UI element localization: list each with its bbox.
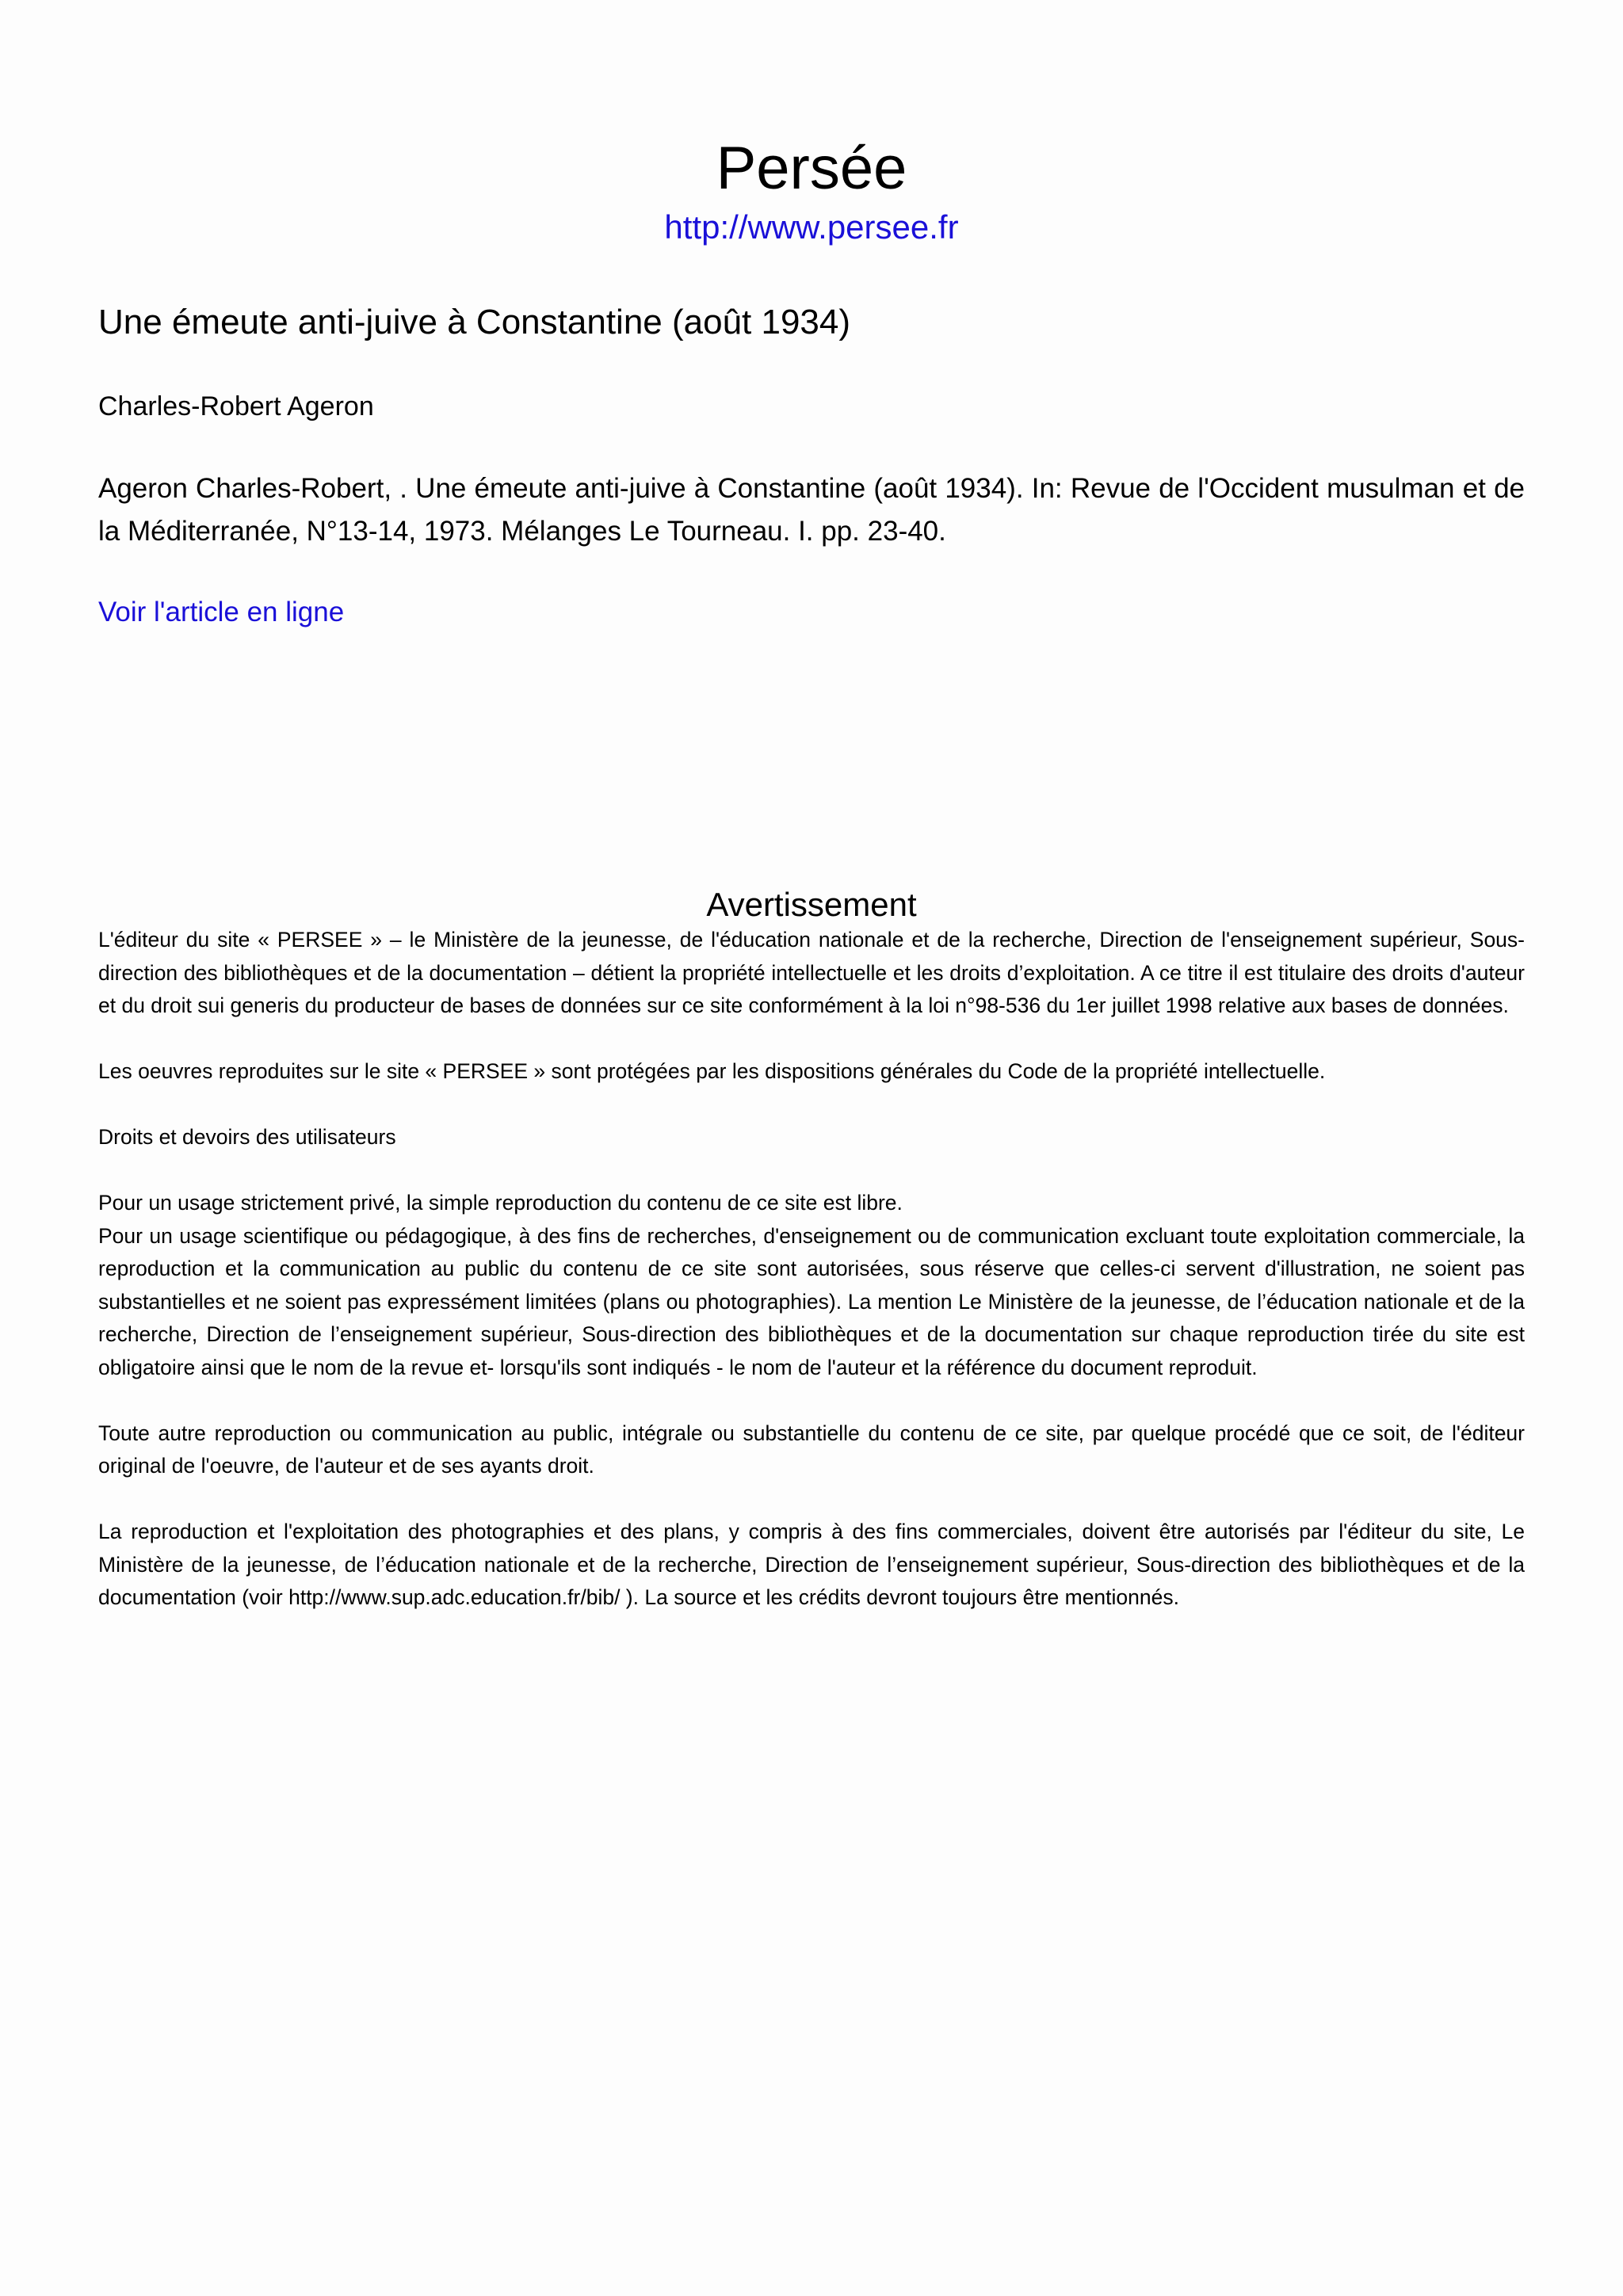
site-url-link[interactable]: http://www.persee.fr bbox=[664, 208, 959, 246]
notice-paragraph-ownership: L'éditeur du site « PERSEE » – le Ministère de la jeunesse, de l'éducation nationale et de la recherche, Direction de l'enseignement supérieur, Sous-direction des bibliothèques et de la documentation – détient la propriété intellectuelle et les droits d’exploitation. A ce titre il est titulaire des droits d'auteur et du droit sui generis du producteur de bases de données sur ce site conformément à la loi n°98-536 du 1er juillet 1998 relative aux bases de données. bbox=[98, 928, 1525, 1017]
article-citation: Ageron Charles-Robert, . Une émeute anti-juive à Constantine (août 1934). In: Revue de l'Occident musulman et de la Méditerranée, N°13-14, 1973. Mélanges Le Tourneau. I. pp. 23-40. bbox=[98, 473, 1525, 547]
notice-body bbox=[98, 924, 1525, 1615]
article-author: Charles-Robert Ageron bbox=[98, 391, 374, 421]
notice-paragraph-photographs: La reproduction et l'exploitation des photographies et des plans, y compris à des fins commerciales, doivent être autorisés par l'éditeur du site, Le Ministère de la jeunesse, de l’éducation nationale et de la recherche, Direction de l’enseignement supérieur, Sous-direction des bibliothèques et de la documentation (voir http://www.sup.adc.education.fr/bib/ ). La source et les crédits devront toujours être mentionnés. bbox=[98, 1520, 1525, 1609]
notice-paragraph-private-use: Pour un usage strictement privé, la simple reproduction du contenu de ce site est libre. bbox=[98, 1191, 903, 1215]
notice-paragraph-other-use: Toute autre reproduction ou communication au public, intégrale ou substantielle du contenu de ce site, par quelque procédé que ce soit, de l'éditeur original de l'oeuvre, de l'auteur et de ses ayants droit. bbox=[98, 1421, 1525, 1478]
notice-heading: Avertissement bbox=[706, 886, 917, 923]
view-article-online-link[interactable]: Voir l'article en ligne bbox=[98, 597, 345, 627]
notice-paragraph-rights-heading: Droits et devoirs des utilisateurs bbox=[98, 1125, 396, 1149]
site-name: Persée bbox=[716, 135, 907, 202]
notice-paragraph-protection: Les oeuvres reproduites sur le site « PERSEE » sont protégées par les dispositions générales du Code de la propriété intellectuelle. bbox=[98, 1059, 1326, 1083]
article-title: Une émeute anti-juive à Constantine (août 1934) bbox=[98, 303, 851, 341]
notice-paragraph-scientific-use: Pour un usage scientifique ou pédagogique, à des fins de recherches, d'enseignement ou de communication excluant toute exploitation commerciale, la reproduction et la communication au public du contenu de ce site sont autorisées, sous réserve que celles-ci servent d'illustration, ne soient pas substantielles et ne soient pas expressément limitées (plans ou photographies). La mention Le Ministère de la jeunesse, de l’éducation nationale et de la recherche, Direction de l’enseignement supérieur, Sous-direction des bibliothèques et de la documentation sur chaque reproduction tirée du site est obligatoire ainsi que le nom de la revue et- lorsqu'ils sont indiqués - le nom de l'auteur et la référence du document reproduit. bbox=[98, 1223, 1525, 1379]
